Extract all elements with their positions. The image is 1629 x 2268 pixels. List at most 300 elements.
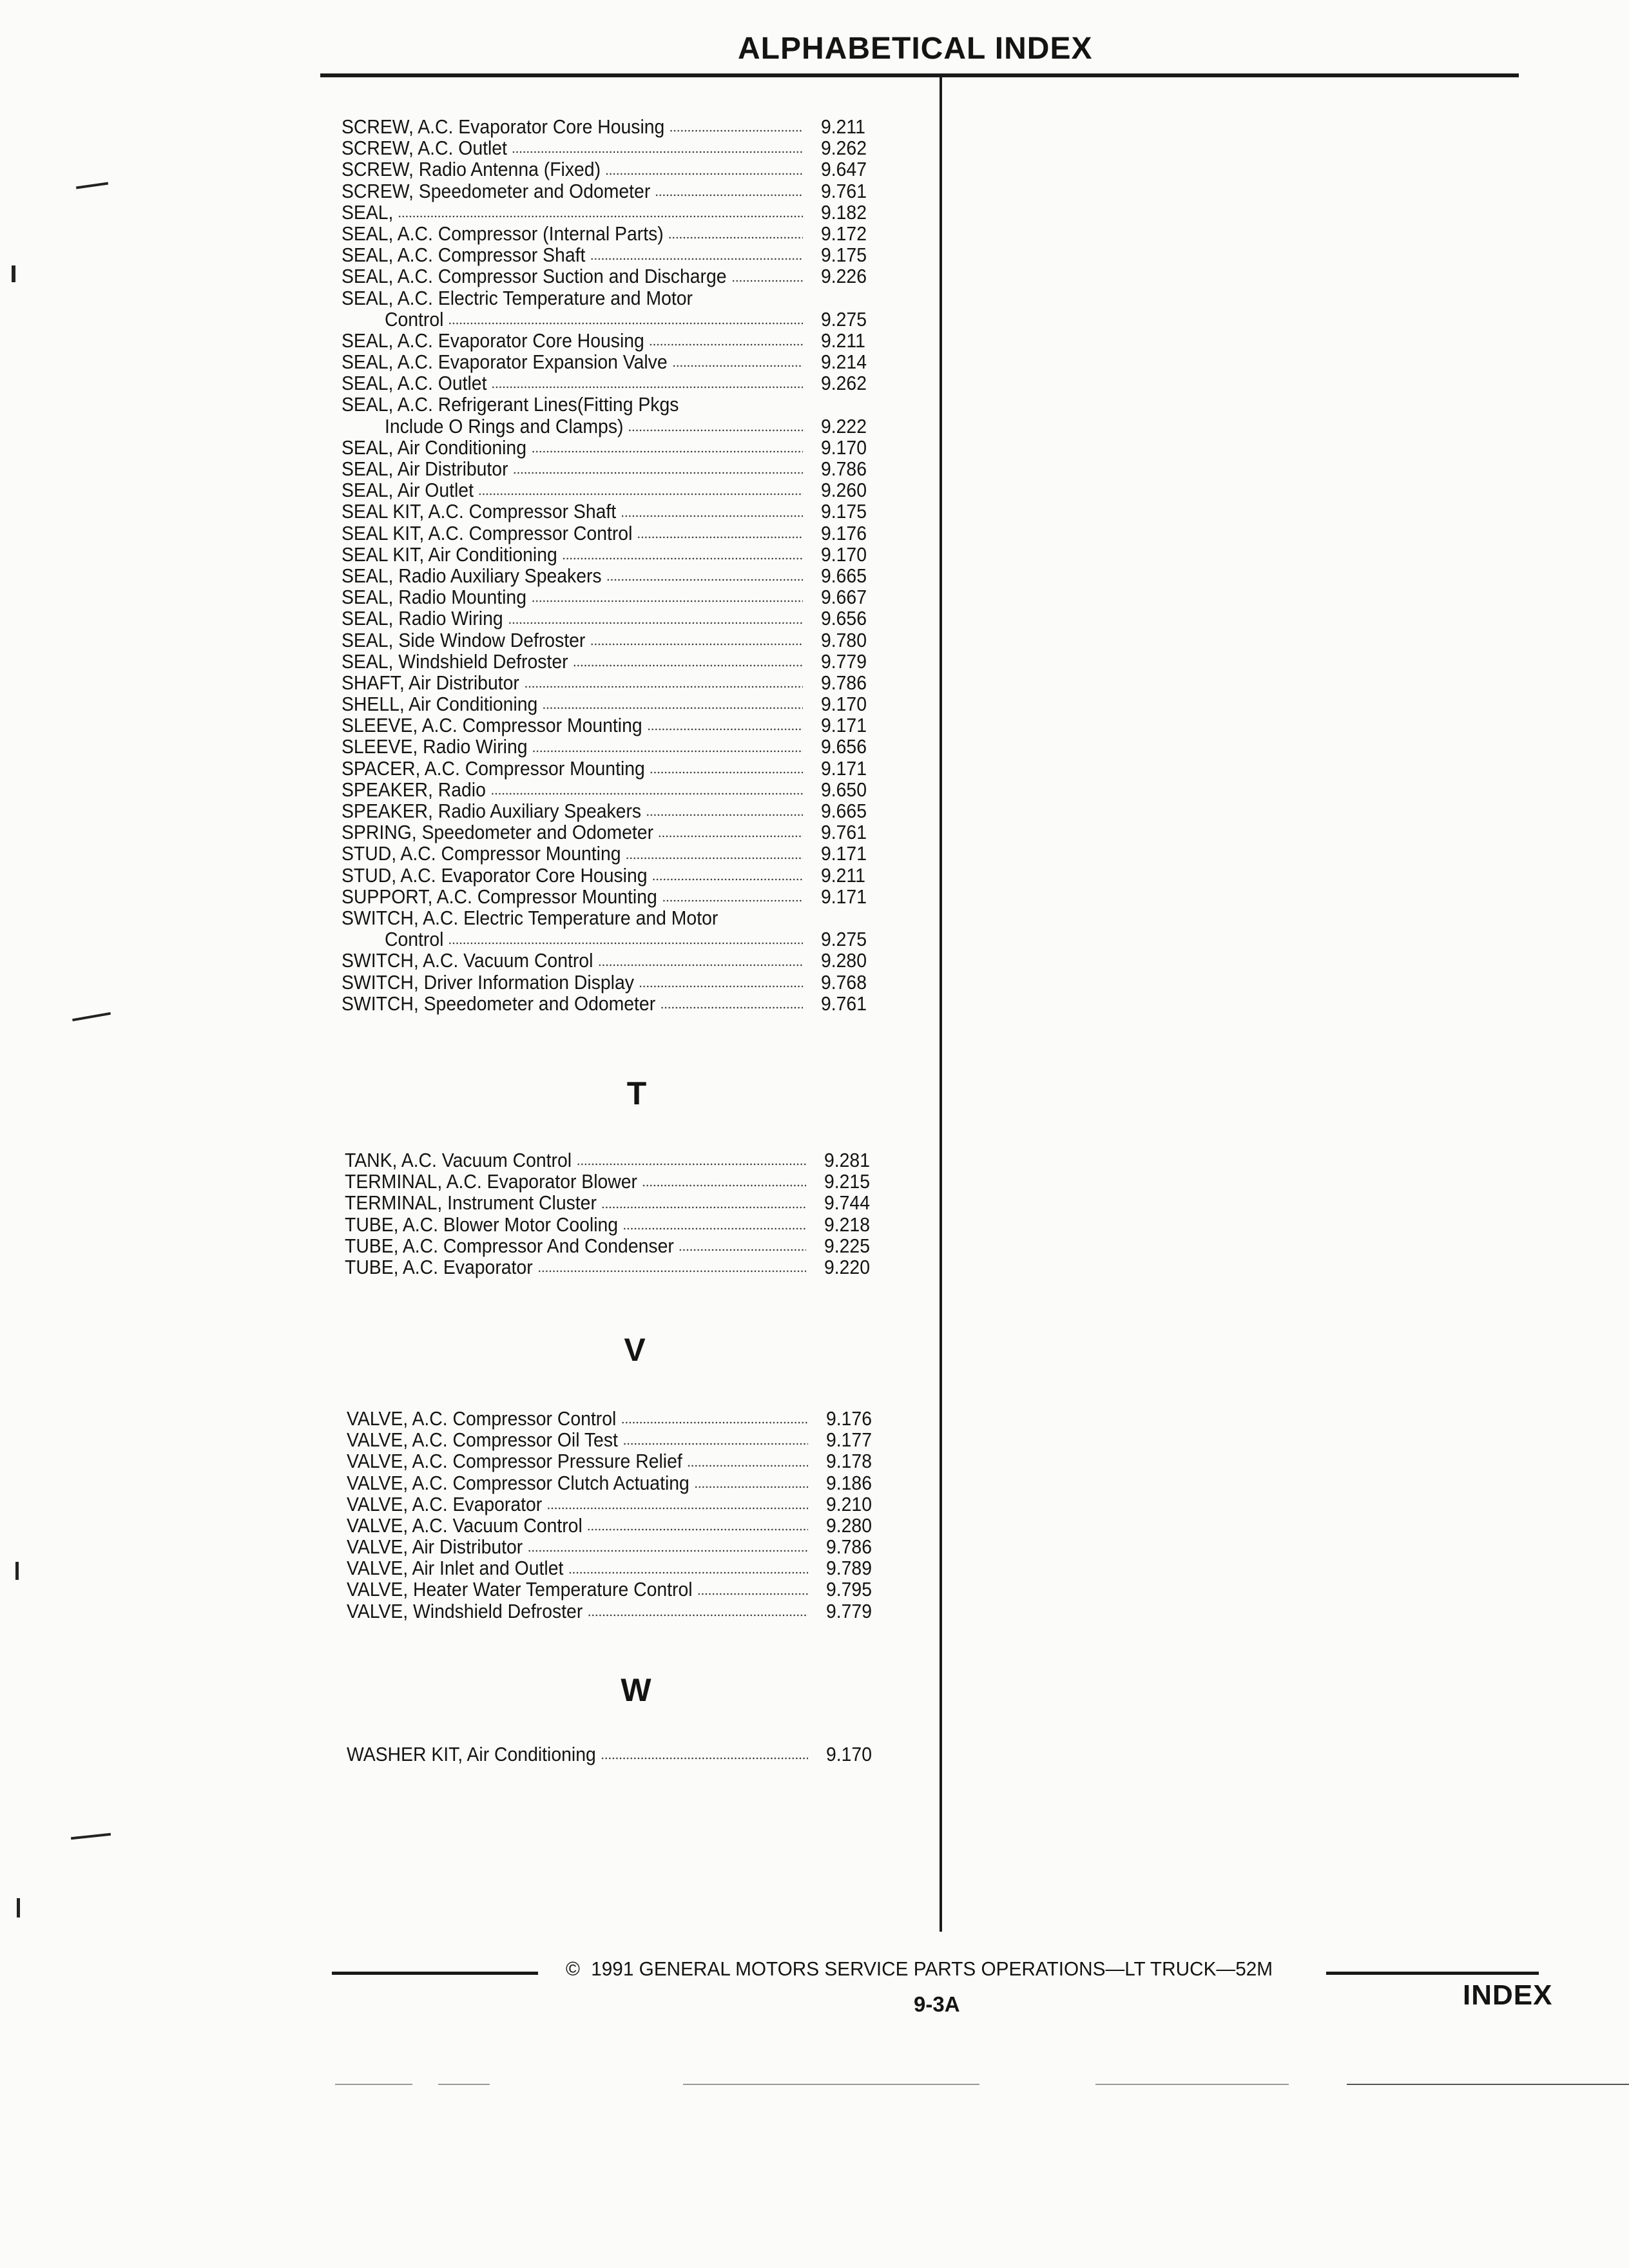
- index-section-w: [347, 1744, 892, 1765]
- entry-name: STUD, A.C. Compressor Mounting: [342, 843, 621, 865]
- dot-leader: [562, 557, 803, 560]
- entry-name: SHAFT, Air Distributor: [342, 672, 519, 694]
- dot-leader: [590, 258, 803, 260]
- entry-line: [342, 437, 803, 459]
- index-entry: [342, 437, 887, 459]
- entry-name: VALVE, Windshield Defroster: [347, 1600, 583, 1622]
- entry-page: 9.172: [821, 223, 867, 245]
- entry-line: [345, 1236, 806, 1257]
- entry-name: SLEEVE, Radio Wiring: [342, 736, 528, 758]
- entry-page: 9.275: [821, 308, 867, 331]
- dot-leader: [587, 1528, 808, 1531]
- dot-leader: [448, 942, 803, 945]
- dot-leader: [639, 985, 803, 988]
- entry-line: [342, 266, 803, 287]
- entry-name: SUPPORT, A.C. Compressor Mounting: [342, 886, 657, 908]
- entry-page: 9.786: [821, 459, 867, 481]
- dot-leader: [508, 622, 803, 624]
- entry-name: SEAL, Air Conditioning: [342, 437, 526, 459]
- entry-page: 9.175: [821, 501, 867, 523]
- index-entry: [342, 801, 887, 822]
- index-entry: [342, 843, 887, 865]
- entry-name: SEAL, Air Distributor: [342, 459, 508, 481]
- index-entry: [345, 1150, 890, 1171]
- entry-name: SEAL, Windshield Defroster: [342, 651, 568, 673]
- entry-page: 9.779: [821, 651, 867, 673]
- index-entry: [342, 181, 887, 202]
- entry-line: [342, 309, 803, 331]
- dot-leader: [512, 151, 803, 153]
- entry-page: 9.215: [824, 1171, 870, 1193]
- index-entry: [342, 887, 887, 908]
- dot-leader: [531, 600, 803, 602]
- index-entry: [347, 1558, 892, 1579]
- entry-line: [342, 117, 803, 138]
- index-entry: [342, 159, 887, 180]
- entry-page: 9.280: [826, 1515, 872, 1537]
- entry-line: [347, 1494, 808, 1515]
- entry-name: SEAL KIT, A.C. Compressor Control: [342, 523, 633, 544]
- entry-name: SLEEVE, A.C. Compressor Mounting: [342, 715, 642, 737]
- index-entry: [342, 352, 887, 373]
- page-number: 9-3A: [914, 1992, 960, 2016]
- entry-line: [347, 1430, 808, 1451]
- entry-page: 9.667: [821, 587, 867, 609]
- entry-name: VALVE, A.C. Compressor Clutch Actuating: [347, 1472, 689, 1494]
- entry-line: [342, 181, 803, 202]
- entry-line: [342, 331, 803, 352]
- entry-page: 9.171: [821, 758, 867, 780]
- entry-name: VALVE, A.C. Compressor Control: [347, 1408, 617, 1430]
- index-entry: [342, 651, 887, 673]
- index-entry: [342, 908, 887, 950]
- index-entry: [342, 566, 887, 587]
- dot-leader: [547, 1507, 808, 1510]
- scan-mark: [71, 1833, 111, 1840]
- index-entry: [347, 1494, 892, 1515]
- index-entry: [345, 1193, 890, 1214]
- entry-line: [342, 544, 803, 566]
- dot-leader: [697, 1593, 808, 1595]
- entry-line: [342, 608, 803, 629]
- index-entry: [347, 1430, 892, 1451]
- header-rule: [320, 73, 1519, 77]
- entry-page: 9.275: [821, 928, 867, 951]
- entry-line: [342, 972, 803, 994]
- index-entry: [342, 373, 887, 394]
- entry-line: [342, 245, 803, 266]
- scan-mark: [12, 265, 15, 282]
- entry-line: [342, 780, 803, 801]
- entry-page: 9.176: [821, 523, 867, 544]
- entry-line: [345, 1150, 806, 1171]
- entry-line: [347, 1408, 808, 1430]
- index-entry: [342, 202, 887, 224]
- dot-leader: [687, 1465, 808, 1467]
- entry-page: 9.761: [821, 180, 867, 202]
- entry-line: [342, 352, 803, 373]
- index-section-t: [345, 1150, 890, 1278]
- entry-name-continued: Control: [384, 929, 444, 951]
- dot-leader: [670, 130, 803, 132]
- entry-line: [342, 480, 803, 501]
- index-entry: [342, 459, 887, 480]
- index-entry: [342, 587, 887, 608]
- dot-leader: [398, 215, 803, 218]
- page-title: ALPHABETICAL INDEX: [738, 32, 1093, 66]
- dot-leader: [668, 236, 803, 239]
- index-entry: [342, 865, 887, 887]
- index-entry: [342, 224, 887, 245]
- index-entry: [342, 523, 887, 544]
- entry-page: 9.210: [826, 1494, 872, 1515]
- dot-leader: [646, 814, 804, 816]
- entry-name: SEAL, A.C. Compressor Shaft: [342, 245, 586, 267]
- entry-name: SCREW, Speedometer and Odometer: [342, 180, 651, 202]
- entry-line: [342, 843, 803, 865]
- entry-name: TUBE, A.C. Compressor And Condenser: [345, 1235, 674, 1257]
- index-entry: [342, 972, 887, 994]
- entry-page: 9.262: [821, 373, 867, 395]
- entry-name: SCREW, A.C. Evaporator Core Housing: [342, 117, 665, 138]
- dot-leader: [531, 450, 803, 453]
- index-entry: [347, 1451, 892, 1472]
- entry-line: [342, 501, 803, 523]
- entry-line: [345, 1257, 806, 1278]
- entry-name: SEAL, A.C. Evaporator Core Housing: [342, 330, 644, 352]
- scan-mark: [76, 182, 108, 189]
- entry-name: VALVE, A.C. Evaporator: [347, 1494, 543, 1515]
- index-entry: [342, 694, 887, 715]
- entry-line: [347, 1451, 808, 1472]
- dot-leader: [524, 686, 803, 688]
- entry-page: 9.786: [821, 672, 867, 694]
- entry-name: WASHER KIT, Air Conditioning: [347, 1744, 596, 1765]
- scan-line: [683, 2084, 979, 2085]
- entry-name: SWITCH, A.C. Vacuum Control: [342, 950, 593, 972]
- dot-leader: [679, 1249, 806, 1251]
- index-entry: [342, 715, 887, 736]
- entry-page: 9.647: [821, 159, 867, 181]
- entry-page: 9.214: [821, 352, 867, 374]
- index-entry: [347, 1537, 892, 1558]
- entry-name: SEAL, Radio Wiring: [342, 608, 503, 630]
- entry-name: SPEAKER, Radio: [342, 779, 486, 801]
- dot-leader: [626, 857, 803, 860]
- entry-page: 9.281: [824, 1150, 870, 1171]
- entry-page: 9.665: [821, 801, 867, 823]
- entry-page: 9.656: [821, 736, 867, 758]
- index-entry: [347, 1744, 892, 1765]
- dot-leader: [478, 493, 803, 495]
- index-entry: [342, 544, 887, 566]
- entry-page: 9.220: [824, 1256, 870, 1278]
- entry-line: [347, 1515, 808, 1537]
- entry-line: [342, 673, 803, 694]
- index-entry: [347, 1473, 892, 1494]
- entry-page: 9.226: [821, 266, 867, 288]
- entry-name: SEAL, Air Outlet: [342, 480, 474, 502]
- dot-leader: [642, 1184, 806, 1187]
- dot-leader: [598, 964, 803, 966]
- index-entry: [345, 1171, 890, 1193]
- dot-leader: [601, 1757, 808, 1760]
- dot-leader: [588, 1614, 808, 1617]
- entry-line: [342, 202, 803, 224]
- index-entry: [342, 758, 887, 780]
- dot-leader: [655, 194, 803, 197]
- entry-name: VALVE, Air Distributor: [347, 1537, 523, 1559]
- entry-name: SEAL,: [342, 202, 394, 224]
- entry-name: SPRING, Speedometer and Odometer: [342, 822, 654, 844]
- dot-leader: [606, 579, 803, 581]
- footer-copyright: [566, 1957, 1273, 1981]
- entry-page: 9.211: [821, 330, 865, 352]
- entry-page: 9.170: [826, 1744, 872, 1765]
- entry-name: SWITCH, Speedometer and Odometer: [342, 993, 656, 1015]
- entry-line: [345, 1215, 806, 1236]
- entry-name-continued: Include O Rings and Clamps): [384, 416, 624, 437]
- entry-name: SEAL, A.C. Compressor (Internal Parts): [342, 223, 664, 245]
- entry-line: [342, 736, 803, 758]
- dot-leader: [568, 1571, 808, 1574]
- entry-page: 9.178: [826, 1451, 872, 1473]
- entry-name: TUBE, A.C. Evaporator: [345, 1256, 533, 1278]
- entry-page: 9.170: [821, 694, 867, 716]
- entry-name: SEAL, A.C. Outlet: [342, 373, 487, 395]
- entry-line: [345, 1193, 806, 1214]
- dot-leader: [731, 280, 803, 282]
- index-entry: [345, 1257, 890, 1278]
- section-letter-t: T: [626, 1075, 647, 1111]
- entry-line: [345, 1171, 806, 1193]
- dot-leader: [660, 1006, 804, 1009]
- footer-rule-left: [332, 1972, 538, 1975]
- entry-line: [342, 523, 803, 544]
- dot-leader: [605, 173, 803, 175]
- entry-name: SEAL, Side Window Defroster: [342, 629, 586, 651]
- dot-leader: [650, 771, 803, 774]
- scan-line: [1347, 2084, 1629, 2085]
- entry-name: SCREW, A.C. Outlet: [342, 138, 507, 160]
- dot-leader: [573, 664, 803, 667]
- dot-leader: [577, 1163, 807, 1166]
- entry-page: 9.171: [821, 715, 867, 737]
- index-section-s: [342, 117, 887, 1015]
- entry-page: 9.786: [826, 1537, 872, 1559]
- dot-leader: [537, 1270, 806, 1273]
- entry-line: [342, 566, 803, 587]
- section-label: INDEX: [1463, 1979, 1553, 2011]
- dot-leader: [513, 472, 803, 474]
- entry-page: 9.171: [821, 843, 867, 865]
- entry-page: 9.211: [821, 865, 865, 887]
- index-entry: [342, 994, 887, 1015]
- entry-line: [342, 929, 803, 950]
- scan-line: [335, 2084, 412, 2085]
- entry-page: 9.779: [826, 1600, 872, 1622]
- entry-line: [342, 950, 803, 972]
- index-entry: [342, 266, 887, 287]
- entry-name: SPACER, A.C. Compressor Mounting: [342, 758, 645, 780]
- index-entry: [345, 1215, 890, 1236]
- dot-leader: [621, 1421, 808, 1424]
- index-entry: [342, 501, 887, 523]
- entry-page: 9.222: [821, 415, 867, 437]
- scan-mark: [72, 1012, 111, 1021]
- scan-line: [438, 2084, 490, 2085]
- entry-name: SEAL, Radio Mounting: [342, 587, 526, 609]
- dot-leader: [649, 343, 803, 346]
- dot-leader: [492, 386, 803, 389]
- section-letter-v: V: [624, 1332, 646, 1368]
- entry-line: [342, 459, 803, 480]
- entry-page: 9.175: [821, 245, 867, 267]
- index-entry: [342, 630, 887, 651]
- entry-page: 9.761: [821, 993, 867, 1015]
- index-section-v: [347, 1408, 892, 1622]
- entry-page: 9.170: [821, 437, 867, 459]
- dot-leader: [528, 1550, 808, 1552]
- entry-name: SEAL, A.C. Compressor Suction and Discharge: [342, 266, 727, 288]
- scan-mark: [15, 1562, 19, 1580]
- dot-leader: [532, 750, 803, 753]
- dot-leader: [658, 835, 803, 838]
- entry-name: SEAL, A.C. Electric Temperature and Motor: [342, 287, 693, 309]
- entry-line: [342, 801, 803, 822]
- entry-page: 9.260: [821, 480, 867, 502]
- entry-name: SWITCH, A.C. Electric Temperature and Motor: [342, 907, 718, 929]
- index-entry: [347, 1580, 892, 1601]
- entry-name: SCREW, Radio Antenna (Fixed): [342, 159, 601, 181]
- entry-name: STUD, A.C. Evaporator Core Housing: [342, 865, 648, 887]
- entry-page: 9.182: [821, 202, 867, 224]
- entry-name: VALVE, Heater Water Temperature Control: [347, 1579, 693, 1601]
- index-entry: [342, 331, 887, 352]
- index-entry: [342, 673, 887, 694]
- entry-name: SEAL, A.C. Evaporator Expansion Valve: [342, 352, 668, 374]
- entry-line: [342, 994, 803, 1015]
- copyright-symbol: ©: [566, 1957, 580, 1980]
- entry-page: 9.177: [826, 1430, 872, 1452]
- entry-line: [342, 373, 803, 394]
- entry-line: [342, 865, 803, 887]
- entry-line: [342, 715, 803, 736]
- index-entry: [347, 1408, 892, 1430]
- entry-page: 9.170: [821, 544, 867, 566]
- entry-line: [342, 758, 803, 780]
- entry-page: 9.789: [826, 1558, 872, 1580]
- entry-page: 9.218: [824, 1214, 870, 1236]
- entry-page: 9.262: [821, 138, 867, 160]
- entry-page: 9.656: [821, 608, 867, 630]
- entry-page: 9.186: [826, 1472, 872, 1494]
- entry-page: 9.665: [821, 565, 867, 587]
- dot-leader: [490, 793, 803, 795]
- entry-page: 9.768: [821, 972, 867, 994]
- entry-name-continued: Control: [384, 309, 444, 331]
- entry-line: [342, 887, 803, 908]
- entry-page: 9.176: [826, 1408, 872, 1430]
- dot-leader: [672, 365, 803, 367]
- entry-page: 9.744: [824, 1193, 870, 1215]
- index-entry: [342, 822, 887, 843]
- entry-name: TUBE, A.C. Blower Motor Cooling: [345, 1214, 619, 1236]
- entry-name: SPEAKER, Radio Auxiliary Speakers: [342, 801, 642, 823]
- index-entry: [342, 480, 887, 501]
- index-entry: [345, 1236, 890, 1257]
- footer-text: 1991 GENERAL MOTORS SERVICE PARTS OPERATIONS—LT TRUCK—52M: [591, 1957, 1273, 1980]
- entry-name: VALVE, A.C. Compressor Oil Test: [347, 1430, 618, 1452]
- entry-line: [347, 1580, 808, 1601]
- entry-line: [347, 1558, 808, 1579]
- dot-leader: [628, 429, 803, 432]
- dot-leader: [637, 536, 803, 539]
- entry-page: 9.761: [821, 822, 867, 844]
- index-entry: [342, 245, 887, 266]
- entry-name: SEAL KIT, A.C. Compressor Shaft: [342, 501, 617, 523]
- dot-leader: [621, 515, 803, 517]
- entry-page: 9.280: [821, 950, 867, 972]
- entry-name: SEAL KIT, Air Conditioning: [342, 544, 557, 566]
- index-entry: [342, 608, 887, 629]
- entry-name: VALVE, A.C. Compressor Pressure Relief: [347, 1451, 682, 1473]
- index-entry: [342, 780, 887, 801]
- entry-line: [342, 587, 803, 608]
- entry-line: [347, 1537, 808, 1558]
- entry-page: 9.795: [826, 1579, 872, 1601]
- entry-page: 9.211: [821, 117, 865, 138]
- entry-line: [342, 651, 803, 673]
- index-entry: [347, 1601, 892, 1622]
- entry-name: VALVE, A.C. Vacuum Control: [347, 1515, 583, 1537]
- dot-leader: [590, 643, 803, 646]
- dot-leader: [543, 707, 803, 709]
- footer-rule-right: [1326, 1972, 1539, 1975]
- entry-name: VALVE, Air Inlet and Outlet: [347, 1558, 564, 1580]
- entry-name: SHELL, Air Conditioning: [342, 694, 538, 716]
- dot-leader: [601, 1206, 806, 1209]
- scan-line: [1095, 2084, 1289, 2085]
- entry-page: 9.225: [824, 1235, 870, 1257]
- entry-name: TANK, A.C. Vacuum Control: [345, 1150, 572, 1171]
- index-entry: [342, 950, 887, 972]
- dot-leader: [647, 728, 803, 731]
- entry-page: 9.780: [821, 629, 867, 651]
- index-entry: [342, 288, 887, 331]
- entry-name: TERMINAL, Instrument Cluster: [345, 1193, 597, 1215]
- section-letter-w: W: [621, 1672, 651, 1708]
- entry-line: [347, 1473, 808, 1494]
- dot-leader: [694, 1486, 808, 1488]
- entry-line: [342, 630, 803, 651]
- index-entry: [342, 138, 887, 159]
- dot-leader: [622, 1443, 808, 1445]
- dot-leader: [622, 1227, 806, 1230]
- entry-page: 9.171: [821, 886, 867, 908]
- entry-line: [342, 224, 803, 245]
- entry-line: [342, 822, 803, 843]
- entry-line: [347, 1601, 808, 1622]
- entry-name: SEAL, Radio Auxiliary Speakers: [342, 565, 602, 587]
- entry-line: [347, 1744, 808, 1765]
- scan-mark: [17, 1898, 20, 1917]
- column-divider: [940, 76, 942, 1932]
- entry-name: TERMINAL, A.C. Evaporator Blower: [345, 1171, 637, 1193]
- index-entry: [342, 117, 887, 138]
- entry-line: [342, 416, 803, 437]
- entry-line: [342, 138, 803, 159]
